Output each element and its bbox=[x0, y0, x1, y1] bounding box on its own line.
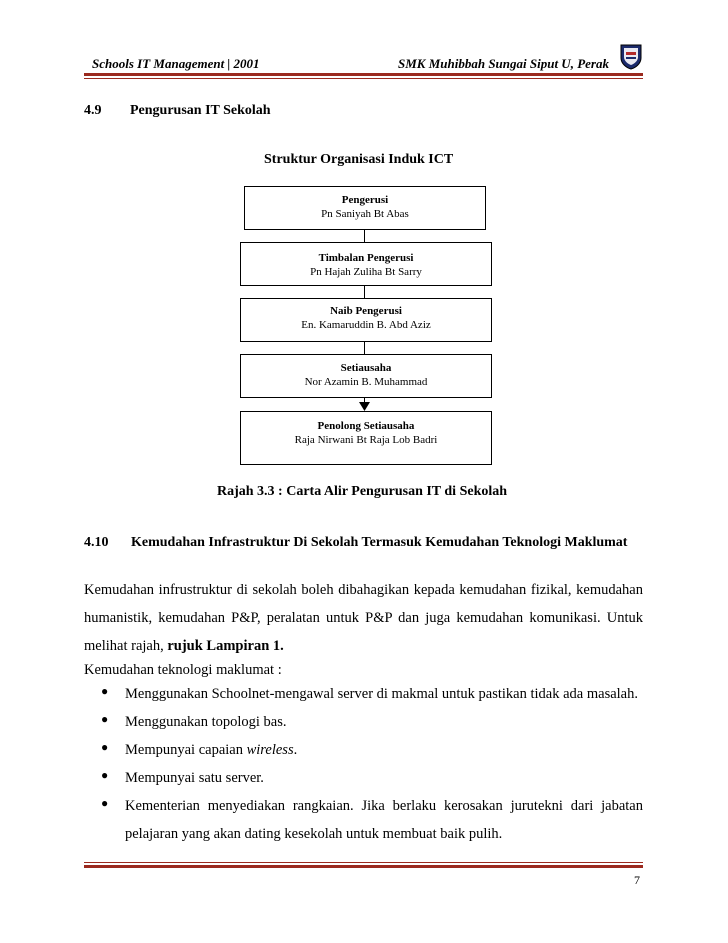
org-name: Pn Saniyah Bt Abas bbox=[321, 208, 409, 220]
footer-rule-thick bbox=[84, 865, 643, 868]
list-item bbox=[125, 736, 643, 764]
list-item-emphasis: wireless bbox=[246, 742, 294, 758]
bullet-icon: ● bbox=[101, 684, 109, 698]
list-intro: Kemudahan teknologi maklumat : bbox=[84, 662, 282, 678]
list-item: Menggunakan topologi bas. bbox=[125, 714, 287, 730]
org-role: Naib Pengerusi bbox=[330, 305, 402, 317]
org-role: Timbalan Pengerusi bbox=[318, 252, 414, 264]
org-chart-title: Struktur Organisasi Induk ICT bbox=[264, 152, 454, 167]
org-connector bbox=[364, 342, 365, 354]
figure-caption: Rajah 3.3 : Carta Alir Pengurusan IT di Sekolah bbox=[217, 484, 508, 499]
school-crest-icon bbox=[620, 44, 642, 70]
org-role: Penolong Setiausaha bbox=[317, 420, 415, 432]
bullet-icon: ● bbox=[101, 740, 109, 754]
section-number-4-9: 4.9 bbox=[84, 103, 102, 118]
bullet-icon: ● bbox=[101, 768, 109, 782]
list-item: Mempunyai satu server. bbox=[125, 770, 264, 786]
footer-rule-thin bbox=[84, 862, 643, 863]
section-number-4-10: 4.10 bbox=[84, 535, 109, 550]
list-item: Menggunakan Schoolnet-mengawal server di makmal untuk pastikan tidak ada masalah. bbox=[125, 686, 638, 702]
bullet-icon: ● bbox=[101, 796, 109, 810]
org-name: Nor Azamin B. Muhammad bbox=[304, 376, 428, 388]
org-box-timbalan bbox=[240, 242, 492, 286]
org-box-pengerusi bbox=[244, 186, 486, 230]
org-box-penolong bbox=[240, 411, 492, 465]
list-item: Kementerian menyediakan rangkaian. Jika berlaku kerosakan jurutekni dari jabatan pelajaran yang akan dating kesekolah untuk membuat baik pulih. bbox=[125, 798, 643, 842]
section-title-4-9: Pengurusan IT Sekolah bbox=[130, 103, 271, 118]
header-rule-thick bbox=[84, 73, 643, 76]
body-paragraph bbox=[84, 576, 643, 660]
bullet-icon: ● bbox=[101, 712, 109, 726]
arrow-down-icon bbox=[359, 402, 370, 411]
page-number: 7 bbox=[634, 873, 640, 887]
org-name: Pn Hajah Zuliha Bt Sarry bbox=[310, 266, 422, 278]
org-role: Pengerusi bbox=[341, 194, 389, 206]
header-left: Schools IT Management | 2001 bbox=[92, 56, 260, 71]
list-item-text: . bbox=[293, 742, 298, 758]
appendix-reference: rujuk Lampiran 1. bbox=[167, 638, 284, 654]
section-title-4-10: Kemudahan Infrastruktur Di Sekolah Termasuk Kemudahan Teknologi Maklumat bbox=[131, 535, 628, 550]
header-right: SMK Muhibbah Sungai Siput U, Perak bbox=[398, 56, 609, 71]
org-connector bbox=[364, 286, 365, 298]
list-item-text: Mempunyai capaian bbox=[125, 742, 243, 758]
org-connector bbox=[364, 230, 365, 242]
org-name: Raja Nirwani Bt Raja Lob Badri bbox=[294, 434, 438, 446]
org-box-naib bbox=[240, 298, 492, 342]
paragraph-text: Kemudahan infrustruktur di sekolah boleh dibahagikan kepada kemudahan fizikal, kemudahan humanistik, kemudahan P&P, peralatan untuk P&P dan juga kemudahan komunikasi. Untuk melihat rajah, bbox=[84, 582, 643, 654]
org-name: En. Kamaruddin B. Abd Aziz bbox=[301, 319, 431, 331]
org-role: Setiausaha bbox=[340, 362, 392, 374]
header-rule-thin bbox=[84, 78, 643, 79]
org-box-setiausaha bbox=[240, 354, 492, 398]
